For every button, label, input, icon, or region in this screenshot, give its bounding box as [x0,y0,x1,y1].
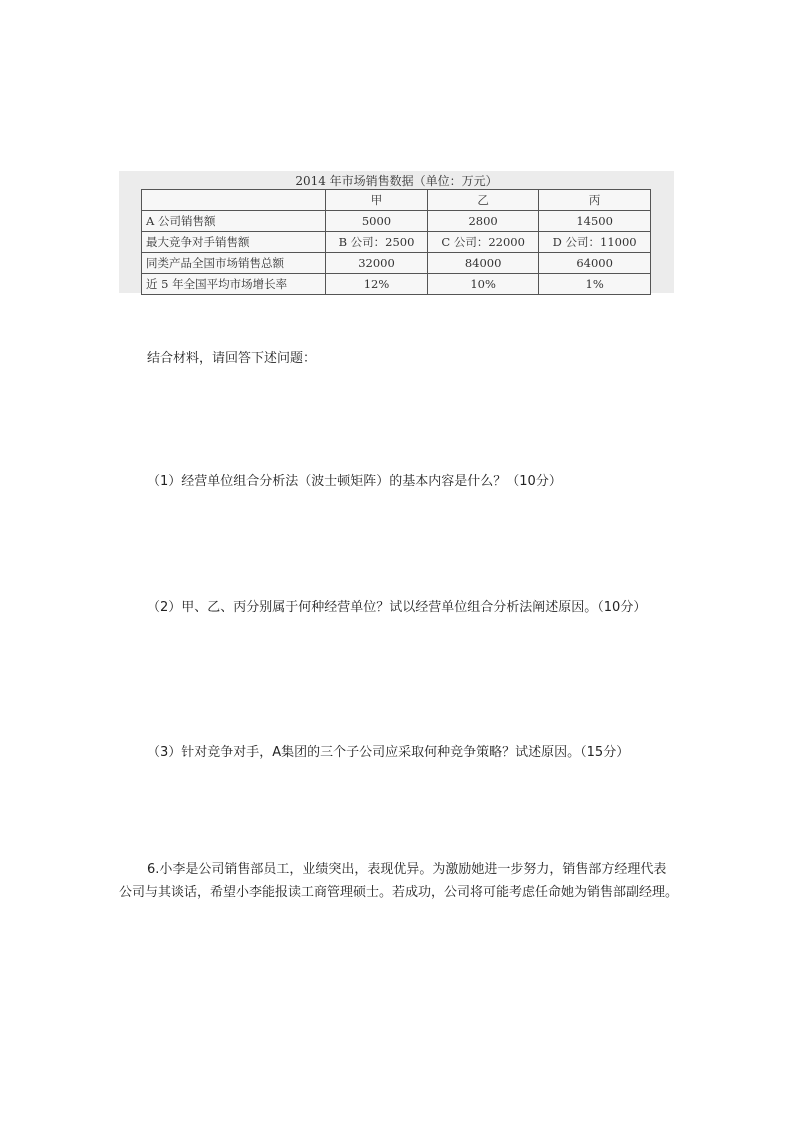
table-cell: 12% [326,274,428,295]
table-cell: 1% [539,274,651,295]
header-cell-jia: 甲 [326,190,428,211]
row-label: 最大竞争对手销售额 [142,232,326,253]
table-cell: 2800 [428,211,539,232]
sales-data-table [141,189,651,295]
table-cell: 10% [428,274,539,295]
question-1: （1）经营单位组合分析法（波士顿矩阵）的基本内容是什么？（10分） [147,474,562,489]
row-label: 同类产品全国市场销售总额 [142,253,326,274]
table-cell: 5000 [326,211,428,232]
table-row [142,253,651,274]
table-row [142,274,651,295]
table-cell: 14500 [539,211,651,232]
table-cell: 64000 [539,253,651,274]
header-cell-bing: 丙 [539,190,651,211]
header-cell-empty [142,190,326,211]
question-3: （3）针对竞争对手，A集团的三个子公司应采取何种竞争策略？试述原因。（15分） [147,745,630,760]
case-paragraph: 6.小李是公司销售部员工，业绩突出，表现优异。为激励她进一步努力，销售部方经理代表公司与其谈话，希望小李能报读工商管理硕士。若成功，公司将可能考虑任命她为销售部副经理。 [119,862,679,900]
table-cell: 32000 [326,253,428,274]
table-cell: D 公司：11000 [539,232,651,253]
table-row [142,232,651,253]
table-cell: B 公司：2500 [326,232,428,253]
intro-text: 结合材料，请回答下述问题： [147,351,317,366]
question-2: （2）甲、乙、丙分别属于何种经营单位？试以经营单位组合分析法阐述原因。（10分） [147,600,647,615]
table-header-row [142,190,651,211]
row-label: A 公司销售额 [142,211,326,232]
row-label: 近 5 年全国平均市场增长率 [142,274,326,295]
header-cell-yi: 乙 [428,190,539,211]
table-cell: C 公司：22000 [428,232,539,253]
table-title: 2014 年市场销售数据（单位：万元） [295,174,498,188]
table-cell: 84000 [428,253,539,274]
table-row [142,211,651,232]
